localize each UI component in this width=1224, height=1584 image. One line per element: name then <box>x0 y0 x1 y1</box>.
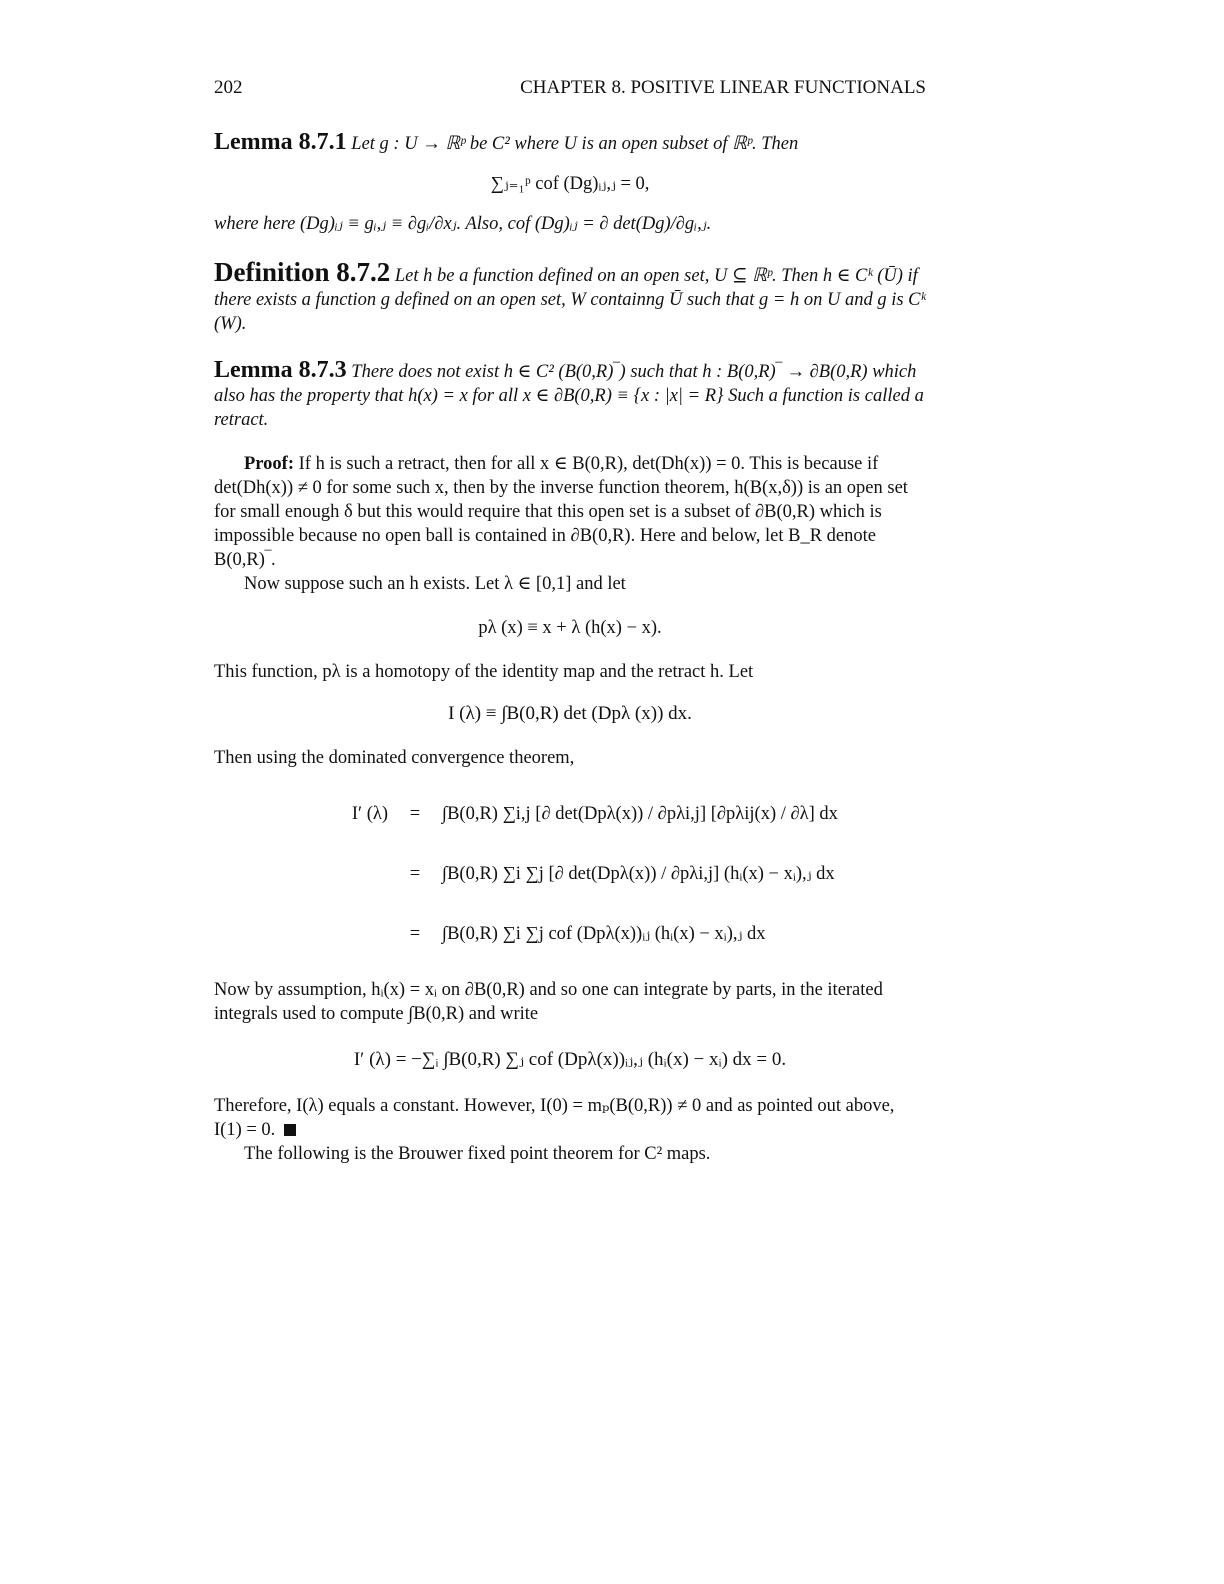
lemma-8-7-3-statement: There does not exist h ∈ C² (B(0,R)‾) such that h : B(0,R)‾ → ∂B(0,R) which also has the property that h(x) = x for all x ∈ ∂B(0,R) ≡ {x : |x| = R} Such a function is called a retract. <box>214 362 924 430</box>
homotopy-equation: pλ (x) ≡ x + λ (h(x) − x). <box>478 618 662 638</box>
lemma-8-7-1 <box>214 130 926 156</box>
definition-8-7-2 <box>214 257 926 336</box>
eqarray-lhs: I′ (λ) <box>351 804 388 824</box>
eqarray-row-1 <box>214 784 926 844</box>
page <box>214 70 926 1166</box>
page-number: 202 <box>214 77 243 98</box>
lemma-8-7-1-statement: Let g : U → ℝᵖ be C² where U is an open subset of ℝᵖ. Then <box>351 134 799 154</box>
proof-label: Proof: <box>244 454 294 474</box>
proof-text-6: Therefore, I(λ) equals a constant. However, I(0) = mₚ(B(0,R)) ≠ 0 and as pointed out above, I(1) = 0. <box>214 1096 895 1140</box>
eqarray-rhs-2: ∫B(0,R) ∑i ∑j [∂ det(Dpλ(x)) / ∂pλi,j] (hᵢ(x) − xᵢ),ⱼ dx <box>442 864 835 884</box>
proof-paragraph-6 <box>214 1094 926 1142</box>
proof-paragraph-4: Then using the dominated convergence theorem, <box>214 748 575 768</box>
proof-paragraph-1 <box>214 452 926 572</box>
integral-definition: I (λ) ≡ ∫B(0,R) det (Dpλ (x)) dx. <box>448 703 692 724</box>
definition-8-7-2-heading: Definition 8.7.2 <box>214 257 391 287</box>
proof-paragraph-3: This function, pλ is a homotopy of the identity map and the retract h. Let <box>214 662 754 682</box>
eqarray-equals-2: = <box>409 864 421 884</box>
eqarray-equals-1: = <box>409 804 421 824</box>
derivative-eqarray <box>214 784 926 964</box>
lemma-8-7-3 <box>214 358 926 432</box>
lemma-8-7-3-heading: Lemma 8.7.3 <box>214 357 347 383</box>
eqarray-rhs-3: ∫B(0,R) ∑i ∑j cof (Dpλ(x))ᵢⱼ (hᵢ(x) − xᵢ),ⱼ dx <box>442 924 766 944</box>
lemma-8-7-1-equation: ∑ⱼ₌₁ᵖ cof (Dg)ᵢⱼ,ⱼ = 0, <box>490 174 650 194</box>
eqarray-row-3 <box>214 904 926 964</box>
eqarray-equals-3: = <box>409 924 421 944</box>
lemma-8-7-1-where-clause: where here (Dg)ᵢⱼ ≡ gᵢ,ⱼ ≡ ∂gᵢ/∂xⱼ. Also, cof (Dg)ᵢⱼ = ∂ det(Dg)/∂gᵢ,ⱼ. <box>214 214 712 234</box>
proof-paragraph-7: The following is the Brouwer fixed point theorem for C² maps. <box>244 1144 711 1164</box>
definition-8-7-2-statement: Let h be a function defined on an open set, U ⊆ ℝᵖ. Then h ∈ Cᵏ (Ū) if there exists a function g defined on an open set, W containng Ū such that g = h on U and g is Cᵏ (W). <box>214 266 926 334</box>
lemma-8-7-1-heading: Lemma 8.7.1 <box>214 129 347 155</box>
chapter-title: CHAPTER 8. POSITIVE LINEAR FUNCTIONALS <box>520 77 926 98</box>
proof-paragraph-2: Now suppose such an h exists. Let λ ∈ [0,1] and let <box>244 574 626 594</box>
eqarray-row-2 <box>214 844 926 904</box>
integration-by-parts-equation: I′ (λ) = −∑ᵢ ∫B(0,R) ∑ⱼ cof (Dpλ(x))ᵢⱼ,ⱼ (hᵢ(x) − xᵢ) dx = 0. <box>353 1049 787 1070</box>
proof-paragraph-5: Now by assumption, hᵢ(x) = xᵢ on ∂B(0,R) and so one can integrate by parts, in the iterated integrals used to compute ∫B(0,R) and write <box>214 980 883 1024</box>
running-header <box>214 76 926 100</box>
qed-square-icon <box>284 1124 296 1136</box>
eqarray-rhs-1: ∫B(0,R) ∑i,j [∂ det(Dpλ(x)) / ∂pλi,j] [∂pλij(x) / ∂λ] dx <box>442 804 838 824</box>
proof-text-1: If h is such a retract, then for all x ∈ B(0,R), det(Dh(x)) = 0. This is because if det(Dh(x)) ≠ 0 for some such x, then by the inverse function theorem, h(B(x,δ)) is an open set for small enough δ but this would require that this open set is a subset of ∂B(0,R) which is impossible because no open ball is contained in ∂B(0,R). Here and below, let B_R denote B(0,R)‾. <box>214 454 908 570</box>
